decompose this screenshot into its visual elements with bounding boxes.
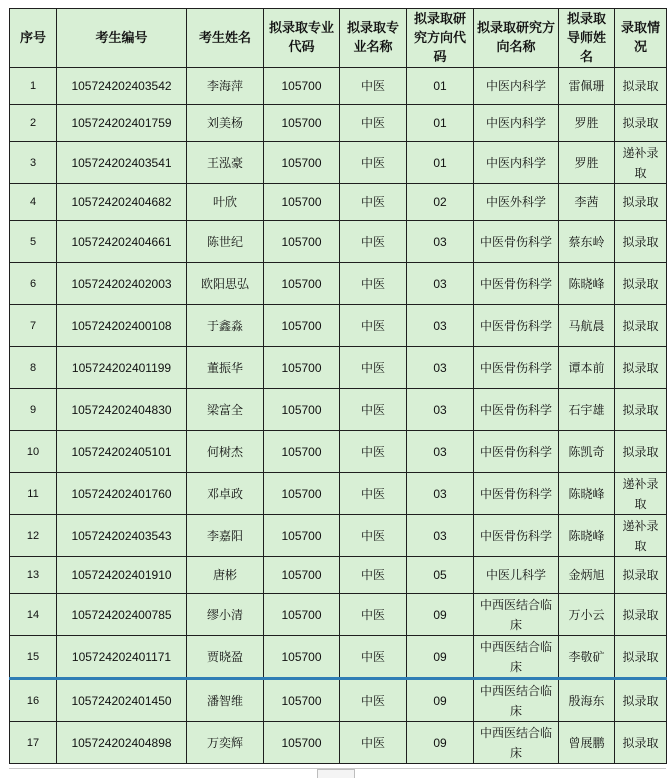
status-cell: 拟录取 [615, 389, 667, 431]
advisor-cell: 陈晓峰 [559, 473, 615, 515]
direction-name-cell: 中医骨伤科学 [474, 305, 559, 347]
direction-name-cell: 中西医结合临床 [474, 636, 559, 679]
header-cell: 考生编号 [57, 9, 187, 68]
status-cell: 拟录取 [615, 679, 667, 722]
student-id-cell: 105724202401171 [57, 636, 187, 679]
major-name-cell: 中医 [340, 221, 407, 263]
direction-code-cell: 03 [407, 221, 474, 263]
student-id-cell: 105724202401759 [57, 105, 187, 142]
status-cell: 拟录取 [615, 347, 667, 389]
table-row [10, 679, 667, 722]
student-name-cell: 叶欣 [187, 184, 264, 221]
status-cell: 递补录取 [615, 515, 667, 557]
header-cell: 拟录取专业代码 [264, 9, 340, 68]
advisor-cell: 马航晨 [559, 305, 615, 347]
major-name-cell: 中医 [340, 68, 407, 105]
direction-name-cell: 中医骨伤科学 [474, 389, 559, 431]
major-name-cell: 中医 [340, 557, 407, 594]
table-row [10, 347, 667, 389]
header-cell: 拟录取研究方向代码 [407, 9, 474, 68]
student-name-cell: 李海萍 [187, 68, 264, 105]
advisor-cell: 李敬矿 [559, 636, 615, 679]
student-id-cell: 105724202403542 [57, 68, 187, 105]
student-name-cell: 于鑫淼 [187, 305, 264, 347]
major-name-cell: 中医 [340, 431, 407, 473]
table-row [10, 473, 667, 515]
major-name-cell: 中医 [340, 515, 407, 557]
major-code-cell: 105700 [264, 105, 340, 142]
major-code-cell: 105700 [264, 515, 340, 557]
seq-cell: 7 [10, 305, 57, 347]
table-row [10, 263, 667, 305]
direction-name-cell: 中医骨伤科学 [474, 221, 559, 263]
seq-cell: 1 [10, 68, 57, 105]
student-name-cell: 刘美杨 [187, 105, 264, 142]
table-row [10, 515, 667, 557]
advisor-cell: 蔡东岭 [559, 221, 615, 263]
direction-code-cell: 02 [407, 184, 474, 221]
direction-name-cell: 中医骨伤科学 [474, 431, 559, 473]
major-code-cell: 105700 [264, 184, 340, 221]
major-name-cell: 中医 [340, 263, 407, 305]
student-id-cell: 105724202405101 [57, 431, 187, 473]
student-name-cell: 何树杰 [187, 431, 264, 473]
direction-name-cell: 中医外科学 [474, 184, 559, 221]
header-cell: 拟录取研究方向名称 [474, 9, 559, 68]
student-id-cell: 105724202404682 [57, 184, 187, 221]
direction-code-cell: 09 [407, 722, 474, 764]
admission-table [9, 8, 667, 764]
status-cell: 拟录取 [615, 722, 667, 764]
header-cell: 录取情况 [615, 9, 667, 68]
direction-code-cell: 05 [407, 557, 474, 594]
direction-code-cell: 03 [407, 263, 474, 305]
status-cell: 拟录取 [615, 263, 667, 305]
advisor-cell: 石宇雄 [559, 389, 615, 431]
seq-cell: 15 [10, 636, 57, 679]
seq-cell: 9 [10, 389, 57, 431]
direction-name-cell: 中医内科学 [474, 105, 559, 142]
advisor-cell: 罗胜 [559, 105, 615, 142]
table-row [10, 389, 667, 431]
student-name-cell: 李嘉阳 [187, 515, 264, 557]
table-row [10, 557, 667, 594]
direction-code-cell: 01 [407, 142, 474, 184]
status-cell: 拟录取 [615, 68, 667, 105]
advisor-cell: 谭本前 [559, 347, 615, 389]
student-name-cell: 贾晓盈 [187, 636, 264, 679]
advisor-cell: 陈凯奇 [559, 431, 615, 473]
major-code-cell: 105700 [264, 68, 340, 105]
student-name-cell: 梁富全 [187, 389, 264, 431]
major-name-cell: 中医 [340, 722, 407, 764]
student-id-cell: 105724202403541 [57, 142, 187, 184]
seq-cell: 8 [10, 347, 57, 389]
seq-cell: 3 [10, 142, 57, 184]
student-id-cell: 105724202401910 [57, 557, 187, 594]
direction-code-cell: 03 [407, 431, 474, 473]
major-code-cell: 105700 [264, 636, 340, 679]
direction-code-cell: 01 [407, 105, 474, 142]
header-cell: 拟录取专业名称 [340, 9, 407, 68]
student-name-cell: 王泓豪 [187, 142, 264, 184]
status-cell: 拟录取 [615, 557, 667, 594]
direction-name-cell: 中西医结合临床 [474, 722, 559, 764]
advisor-cell: 罗胜 [559, 142, 615, 184]
status-cell: 拟录取 [615, 594, 667, 636]
major-code-cell: 105700 [264, 594, 340, 636]
direction-code-cell: 03 [407, 389, 474, 431]
direction-code-cell: 09 [407, 636, 474, 679]
direction-code-cell: 03 [407, 305, 474, 347]
advisor-cell: 李茜 [559, 184, 615, 221]
direction-name-cell: 中医骨伤科学 [474, 263, 559, 305]
table-row [10, 636, 667, 679]
direction-code-cell: 01 [407, 68, 474, 105]
student-id-cell: 105724202404661 [57, 221, 187, 263]
direction-name-cell: 中医儿科学 [474, 557, 559, 594]
student-id-cell: 105724202400108 [57, 305, 187, 347]
direction-name-cell: 中医内科学 [474, 68, 559, 105]
seq-cell: 13 [10, 557, 57, 594]
direction-name-cell: 中西医结合临床 [474, 594, 559, 636]
header-row [10, 9, 667, 68]
major-code-cell: 105700 [264, 473, 340, 515]
status-cell: 拟录取 [615, 636, 667, 679]
major-code-cell: 105700 [264, 679, 340, 722]
student-name-cell: 陈世纪 [187, 221, 264, 263]
major-name-cell: 中医 [340, 636, 407, 679]
student-name-cell: 董振华 [187, 347, 264, 389]
advisor-cell: 陈晓峰 [559, 515, 615, 557]
seq-cell: 17 [10, 722, 57, 764]
major-code-cell: 105700 [264, 221, 340, 263]
student-name-cell: 潘智维 [187, 679, 264, 722]
major-name-cell: 中医 [340, 305, 407, 347]
direction-name-cell: 中医骨伤科学 [474, 473, 559, 515]
seq-cell: 2 [10, 105, 57, 142]
major-name-cell: 中医 [340, 184, 407, 221]
seq-cell: 5 [10, 221, 57, 263]
status-cell: 拟录取 [615, 105, 667, 142]
advisor-cell: 殷海东 [559, 679, 615, 722]
major-code-cell: 105700 [264, 722, 340, 764]
table-row [10, 105, 667, 142]
direction-code-cell: 09 [407, 594, 474, 636]
advisor-cell: 万小云 [559, 594, 615, 636]
seq-cell: 11 [10, 473, 57, 515]
direction-code-cell: 03 [407, 515, 474, 557]
major-name-cell: 中医 [340, 142, 407, 184]
major-code-cell: 105700 [264, 389, 340, 431]
table-row [10, 221, 667, 263]
status-cell: 递补录取 [615, 142, 667, 184]
major-code-cell: 105700 [264, 263, 340, 305]
header-cell: 拟录取导师姓名 [559, 9, 615, 68]
major-name-cell: 中医 [340, 679, 407, 722]
student-name-cell: 缪小清 [187, 594, 264, 636]
major-name-cell: 中医 [340, 389, 407, 431]
student-id-cell: 105724202401760 [57, 473, 187, 515]
student-id-cell: 105724202403543 [57, 515, 187, 557]
direction-name-cell: 中医骨伤科学 [474, 347, 559, 389]
seq-cell: 6 [10, 263, 57, 305]
status-cell: 拟录取 [615, 431, 667, 473]
table-row [10, 722, 667, 764]
major-code-cell: 105700 [264, 142, 340, 184]
seq-cell: 4 [10, 184, 57, 221]
table-row [10, 142, 667, 184]
direction-name-cell: 中医骨伤科学 [474, 515, 559, 557]
direction-name-cell: 中西医结合临床 [474, 679, 559, 722]
student-id-cell: 105724202401199 [57, 347, 187, 389]
table-row [10, 68, 667, 105]
advisor-cell: 曾展鹏 [559, 722, 615, 764]
table-row [10, 594, 667, 636]
student-id-cell: 105724202401450 [57, 679, 187, 722]
table-row [10, 184, 667, 221]
seq-cell: 12 [10, 515, 57, 557]
major-code-cell: 105700 [264, 347, 340, 389]
student-name-cell: 唐彬 [187, 557, 264, 594]
student-id-cell: 105724202402003 [57, 263, 187, 305]
major-name-cell: 中医 [340, 473, 407, 515]
seq-cell: 14 [10, 594, 57, 636]
advisor-cell: 雷佩珊 [559, 68, 615, 105]
student-name-cell: 欧阳思弘 [187, 263, 264, 305]
student-name-cell: 邓卓政 [187, 473, 264, 515]
direction-code-cell: 03 [407, 473, 474, 515]
major-code-cell: 105700 [264, 305, 340, 347]
major-name-cell: 中医 [340, 347, 407, 389]
student-id-cell: 105724202404830 [57, 389, 187, 431]
status-cell: 拟录取 [615, 305, 667, 347]
major-name-cell: 中医 [340, 105, 407, 142]
header-cell: 序号 [10, 9, 57, 68]
student-id-cell: 105724202404898 [57, 722, 187, 764]
major-name-cell: 中医 [340, 594, 407, 636]
major-code-cell: 105700 [264, 431, 340, 473]
direction-code-cell: 09 [407, 679, 474, 722]
header-cell: 考生姓名 [187, 9, 264, 68]
student-name-cell: 万奕辉 [187, 722, 264, 764]
student-id-cell: 105724202400785 [57, 594, 187, 636]
table-row [10, 431, 667, 473]
seq-cell: 16 [10, 679, 57, 722]
status-cell: 递补录取 [615, 473, 667, 515]
advisor-cell: 陈晓峰 [559, 263, 615, 305]
direction-code-cell: 03 [407, 347, 474, 389]
status-cell: 拟录取 [615, 184, 667, 221]
status-cell: 拟录取 [615, 221, 667, 263]
advisor-cell: 金炳旭 [559, 557, 615, 594]
seq-cell: 10 [10, 431, 57, 473]
major-code-cell: 105700 [264, 557, 340, 594]
table-row [10, 305, 667, 347]
direction-name-cell: 中医内科学 [474, 142, 559, 184]
